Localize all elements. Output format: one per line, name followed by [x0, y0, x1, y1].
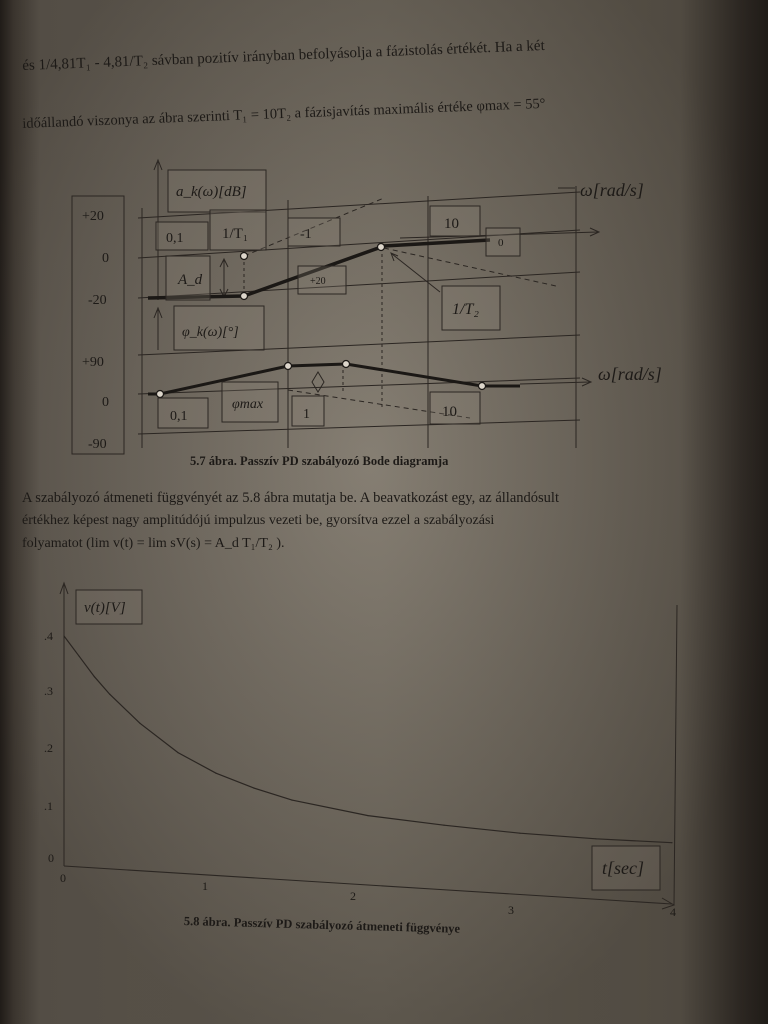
- scale-label: -90: [88, 437, 107, 452]
- y-tick-label: 0: [48, 851, 54, 865]
- step-data-point: [671, 842, 672, 843]
- step-data-point: [595, 838, 596, 839]
- step-data-point: [253, 788, 254, 789]
- x-tick-label: 1: [202, 879, 208, 893]
- x-tick-label: 0: [60, 871, 66, 885]
- phase-box-label: φmax: [232, 397, 264, 412]
- scale-label: 0: [102, 395, 109, 410]
- step-data-point: [177, 752, 178, 753]
- step-data-point: [291, 800, 292, 801]
- y-tick-label: .1: [44, 799, 53, 813]
- bode-caption: 5.7 ábra. Passzív PD szabályozó Bode diagramja: [190, 454, 449, 468]
- paragraph-line-1: A szabályozó átmeneti függvényét az 5.8 ábra mutatja be. A beavatkozást egy, az állandósult: [22, 490, 559, 506]
- y-tick-label: .4: [44, 629, 53, 643]
- amp-box-label: 1/T₁: [222, 226, 249, 242]
- amp-box-label: 0: [498, 237, 504, 249]
- x-tick-label: 4: [670, 905, 676, 919]
- freq-axis-label-top: ω[rad/s]: [580, 180, 644, 200]
- scale-label: +20: [82, 209, 104, 224]
- step-response-line: [64, 636, 672, 843]
- x-tick-label: 3: [508, 903, 514, 917]
- step-caption: 5.8 ábra. Passzív PD szabályozó átmeneti függvénye: [183, 914, 461, 936]
- step-data-point: [139, 723, 140, 724]
- x-tick-label: 2: [350, 889, 356, 903]
- step-x-label: t[sec]: [602, 858, 644, 878]
- y-tick-label: .2: [44, 741, 53, 755]
- step-data-point: [94, 676, 95, 677]
- scale-label: -20: [88, 293, 107, 308]
- step-data-point: [63, 635, 64, 636]
- phase-box-label: 1: [303, 407, 310, 422]
- amp-box-label: 0,1: [166, 231, 184, 246]
- step-y-label: v(t)[V]: [84, 600, 126, 616]
- phase-box-label: 10: [442, 404, 457, 420]
- header-line-1: és 1/4,81T₁ - 4,81/T₂ sávban pozitív irányban befolyásolja a fázistolás értékét. Ha a két: [22, 37, 546, 74]
- step-x-axis: [64, 866, 672, 904]
- step-data-point: [367, 815, 368, 816]
- amp-box-label: +20: [310, 276, 326, 287]
- paragraph-line-3: folyamatot (lim v(t) = lim sV(s) = A_d T₁/T₂ ).: [22, 536, 285, 551]
- scale-label: 0: [102, 251, 109, 266]
- header-line-2: időállandó viszonya az ábra szerinti T₁ = 10T₂ a fázisjavítás maximális értéke φmax = 55°: [22, 95, 546, 132]
- step-data-point: [109, 694, 110, 695]
- step-data-point: [443, 825, 444, 826]
- phase-axis-label: φ_k(ω)[°]: [182, 325, 239, 340]
- amp-box-label: -1: [300, 227, 312, 242]
- amp-axis-label: a_k(ω)[dB]: [176, 184, 247, 200]
- amp-box-label: A_d: [178, 272, 203, 288]
- step-data-point: [519, 833, 520, 834]
- step-data-point: [215, 773, 216, 774]
- scale-label: +90: [82, 355, 104, 370]
- amp-box-label: 1/T₂: [452, 301, 479, 318]
- freq-axis-label-bottom: ω[rad/s]: [598, 364, 662, 384]
- paragraph-line-2: értékhez képest nagy amplitúdójú impulzus vezeti be, gyorsítva ezzel a szabályozási: [22, 513, 495, 528]
- y-tick-label: .3: [44, 684, 53, 698]
- amp-box-label: 10: [444, 216, 459, 232]
- step-data-point: [79, 656, 80, 657]
- phase-box-label: 0,1: [170, 409, 188, 424]
